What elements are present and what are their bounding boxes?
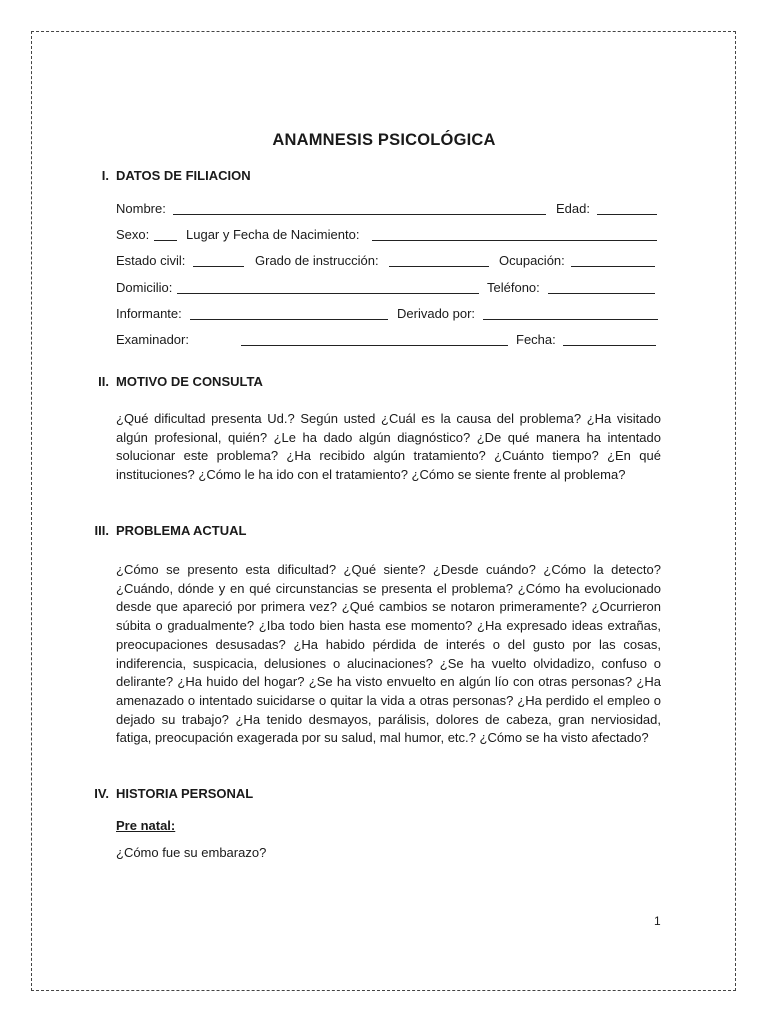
section-heading-datos [101, 168, 251, 183]
input-line-nombre[interactable] [173, 214, 546, 215]
document-title: ANAMNESIS PSICOLÓGICA [272, 131, 496, 149]
prenatal-question: ¿Cómo fue su embarazo? [116, 845, 267, 860]
label-fecha: Fecha: [516, 332, 556, 347]
input-line-lugar-fecha[interactable] [372, 240, 657, 241]
label-estado-civil: Estado civil: [116, 253, 186, 268]
input-line-derivado[interactable] [483, 319, 658, 320]
row-examinador-fecha [116, 332, 658, 349]
label-telefono: Teléfono: [487, 280, 540, 295]
input-line-domicilio[interactable] [177, 293, 479, 294]
row-sexo-nacimiento [116, 227, 658, 244]
section-title: MOTIVO DE CONSULTA [116, 374, 263, 389]
section-heading-historia [94, 786, 254, 801]
section-title: PROBLEMA ACTUAL [116, 523, 247, 538]
row-nombre-edad [116, 201, 658, 218]
label-domicilio: Domicilio: [116, 280, 173, 295]
input-line-fecha[interactable] [563, 345, 656, 346]
input-line-grado[interactable] [389, 266, 489, 267]
label-derivado: Derivado por: [397, 306, 476, 321]
input-line-informante[interactable] [190, 319, 388, 320]
section-title: HISTORIA PERSONAL [116, 786, 254, 801]
input-line-examinador[interactable] [241, 345, 508, 346]
input-line-estado-civil[interactable] [193, 266, 244, 267]
input-line-sexo[interactable] [154, 240, 177, 241]
section-heading-problema [94, 523, 247, 538]
label-examinador: Examinador: [116, 332, 189, 347]
label-nombre: Nombre: [116, 201, 166, 216]
input-line-edad[interactable] [597, 214, 657, 215]
section-heading-motivo [98, 374, 263, 389]
label-ocupacion: Ocupación: [499, 253, 565, 268]
page-number: 1 [654, 914, 661, 928]
prenatal-heading: Pre natal: [116, 818, 176, 833]
label-grado: Grado de instrucción: [255, 253, 379, 268]
label-edad: Edad: [556, 201, 590, 216]
row-informante-derivado [116, 306, 658, 323]
problema-paragraph: ¿Cómo se presento esta dificultad? ¿Qué siente? ¿Desde cuándo? ¿Cómo la detecto? ¿Cuándo, dónde y en qué circunstancias se presenta el problema? ¿Cómo ha evolucionado desde que apareció por primera vez? ¿Qué cambios se notaron primeramente? ¿Ocurrieron súbita o gradualmente? ¿Iba todo bien hasta ese momento? ¿Ha expresado ideas extrañas, preocupaciones desusadas? ¿Ha habido pérdida de interés o del gusto por las cosas, indiferencia, suspicacia, delusiones o alucinaciones? ¿Se ha vuelto olvidadizo, confuso o delirante? ¿Ha huido del hogar? ¿Se ha visto envuelto en algún lío con otras personas? ¿Ha amenazado o intentado suicidarse o quitar la vida a otras personas? ¿Ha perdido el empleo o dejado su trabajo? ¿Ha tenido desmayos, parálisis, dolores de cabeza, gran nerviosidad, fatiga, preocupación exagerada por su salud, mal humor, etc.? ¿Cómo se ha visto afectado? [116, 562, 661, 746]
section-number: I. [101, 168, 109, 183]
motivo-paragraph: ¿Qué dificultad presenta Ud.? Según usted ¿Cuál es la causa del problema? ¿Ha visitado algún profesional, quién? ¿Le ha dado algún diagnóstico? ¿De qué manera ha intentado solucionar este problema? ¿Ha recibido algún tratamiento? ¿Cuánto tiempo? ¿En qué instituciones? ¿Cómo le ha ido con el tratamiento? ¿Cómo se siente frente al problema? [116, 411, 661, 483]
row-estado-grado-ocupacion [116, 253, 658, 270]
section-number: IV. [94, 786, 109, 801]
label-sexo: Sexo: [116, 227, 150, 242]
input-line-ocupacion[interactable] [571, 266, 655, 267]
section-number: III. [94, 523, 109, 538]
label-informante: Informante: [116, 306, 182, 321]
section-title: DATOS DE FILIACION [116, 168, 251, 183]
row-domicilio-telefono [116, 280, 658, 297]
section-number: II. [98, 374, 109, 389]
input-line-telefono[interactable] [548, 293, 655, 294]
label-lugar-fecha: Lugar y Fecha de Nacimiento: [186, 227, 360, 242]
